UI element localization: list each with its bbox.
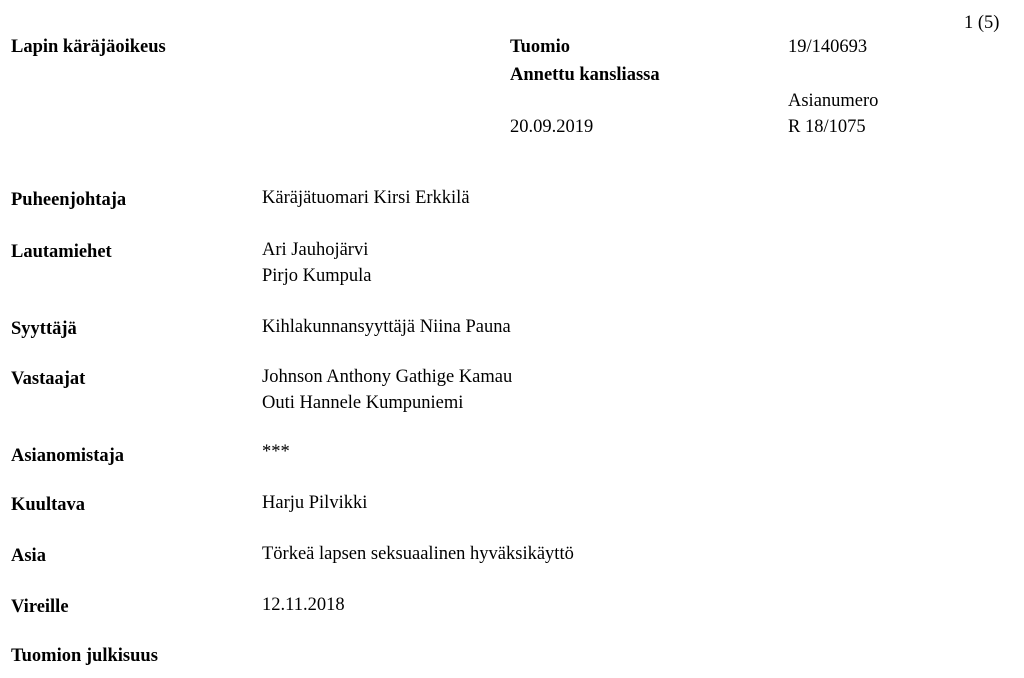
case-number-label: Asianumero (788, 91, 879, 111)
plaintiff-label: Asianomistaja (11, 446, 125, 466)
publicity-label: Tuomion julkisuus (11, 646, 158, 666)
chair-label: Puheenjohtaja (11, 190, 127, 210)
lay-judge-name: Pirjo Kumpula (262, 266, 372, 286)
plaintiff-value: *** (262, 442, 290, 462)
lay-judges-label: Lautamiehet (11, 242, 112, 262)
case-number: R 18/1075 (788, 117, 866, 137)
page-number: 1 (5) (964, 13, 1000, 33)
lay-judges-values (262, 237, 371, 289)
pending-value: 12.11.2018 (262, 595, 345, 615)
defendants-values (262, 364, 512, 416)
heard-label: Kuultava (11, 495, 86, 515)
chair-value: Käräjätuomari Kirsi Erkkilä (262, 188, 470, 208)
heard-value: Harju Pilvikki (262, 493, 368, 513)
prosecutor-value: Kihlakunnansyyttäjä Niina Pauna (262, 317, 511, 337)
document-number: 19/140693 (788, 37, 868, 57)
defendant-name: Outi Hannele Kumpuniemi (262, 393, 464, 413)
prosecutor-label: Syyttäjä (11, 319, 77, 339)
lay-judge-name: Ari Jauhojärvi (262, 240, 369, 260)
matter-label: Asia (11, 546, 46, 566)
pending-label: Vireille (11, 597, 69, 617)
defendant-name: Johnson Anthony Gathige Kamau (262, 367, 513, 387)
court-name: Lapin käräjäoikeus (11, 37, 166, 57)
matter-value: Törkeä lapsen seksuaalinen hyväksikäyttö (262, 544, 574, 564)
document-type: Tuomio (510, 37, 570, 57)
document-subtype: Annettu kansliassa (510, 65, 660, 85)
defendants-label: Vastaajat (11, 369, 86, 389)
document-date: 20.09.2019 (510, 117, 594, 137)
